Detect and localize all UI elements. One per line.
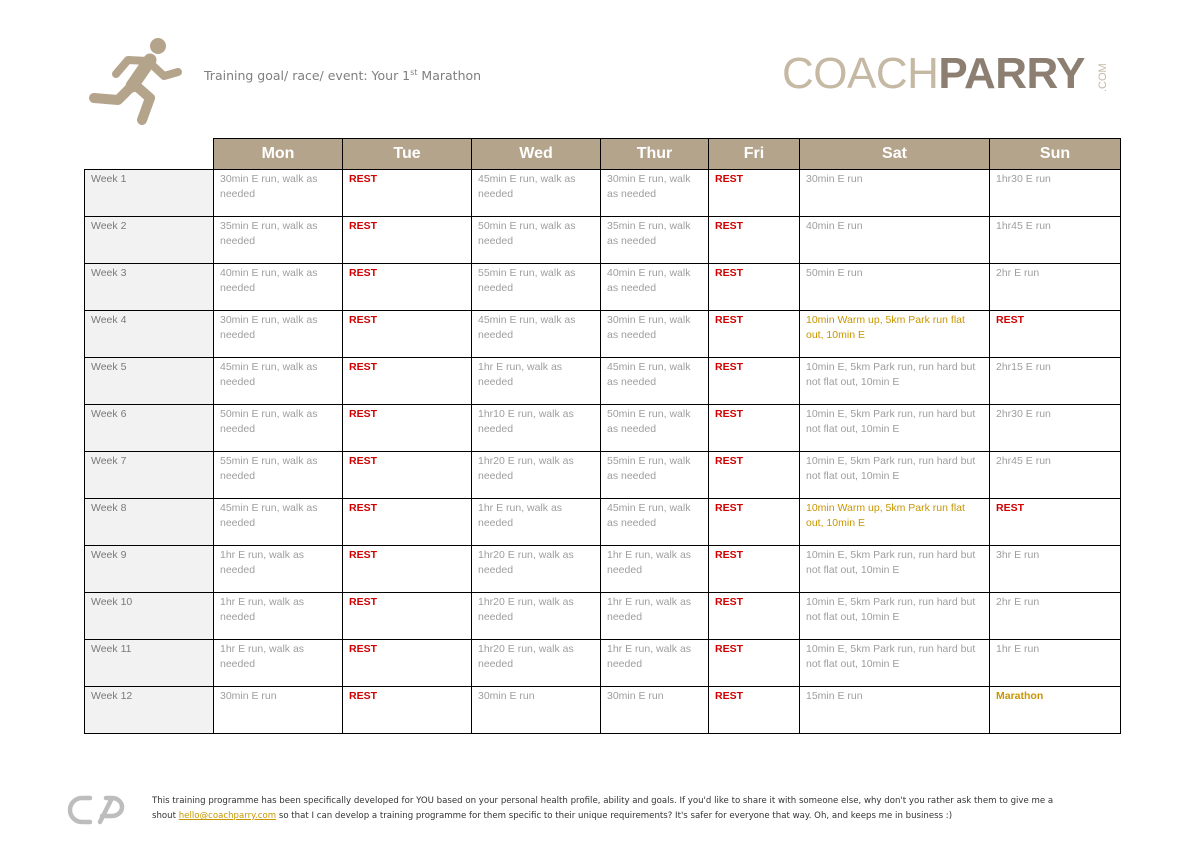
workout-cell-thur: 45min E run, walk as needed <box>601 499 709 546</box>
workout-cell-wed: 1hr20 E run, walk as needed <box>472 593 601 640</box>
workout-cell-sat: 10min Warm up, 5km Park run flat out, 10min E <box>800 311 990 358</box>
coachparry-logo <box>782 46 1122 100</box>
workout-cell-tue: REST <box>343 311 472 358</box>
workout-cell-mon: 30min E run <box>214 687 343 734</box>
workout-cell-thur: 1hr E run, walk as needed <box>601 546 709 593</box>
workout-cell-tue: REST <box>343 264 472 311</box>
goal-superscript: st <box>410 68 418 77</box>
workout-cell-fri: REST <box>709 358 800 405</box>
workout-cell-sat: 30min E run <box>800 170 990 217</box>
workout-cell-tue: REST <box>343 640 472 687</box>
workout-cell-sat: 10min E, 5km Park run, run hard but not flat out, 10min E <box>800 593 990 640</box>
workout-cell-thur: 1hr E run, walk as needed <box>601 593 709 640</box>
logo-parry: PARRY <box>938 49 1086 98</box>
workout-cell-wed: 1hr20 E run, walk as needed <box>472 640 601 687</box>
disclaimer-line-2 <box>152 809 1120 824</box>
week-row <box>85 593 1121 640</box>
workout-cell-thur: 55min E run, walk as needed <box>601 452 709 499</box>
workout-cell-fri: REST <box>709 264 800 311</box>
week-label: Week 1 <box>85 170 214 217</box>
workout-cell-wed: 45min E run, walk as needed <box>472 311 601 358</box>
workout-cell-sat: 10min E, 5km Park run, run hard but not flat out, 10min E <box>800 640 990 687</box>
workout-cell-wed: 1hr E run, walk as needed <box>472 358 601 405</box>
workout-cell-tue: REST <box>343 452 472 499</box>
workout-cell-sun: 1hr30 E run <box>990 170 1121 217</box>
week-label: Week 10 <box>85 593 214 640</box>
day-header: Thur <box>601 139 709 170</box>
workout-cell-mon: 55min E run, walk as needed <box>214 452 343 499</box>
workout-cell-fri: REST <box>709 452 800 499</box>
week-row <box>85 452 1121 499</box>
workout-cell-thur: 1hr E run, walk as needed <box>601 640 709 687</box>
workout-cell-sun: 2hr15 E run <box>990 358 1121 405</box>
goal-suffix: Marathon <box>417 68 482 84</box>
workout-cell-tue: REST <box>343 358 472 405</box>
workout-cell-wed: 50min E run, walk as needed <box>472 217 601 264</box>
goal-prefix: Training goal/ race/ event: Your 1 <box>204 68 411 84</box>
runner-icon <box>88 34 188 126</box>
workout-cell-mon: 45min E run, walk as needed <box>214 499 343 546</box>
workout-cell-wed: 1hr E run, walk as needed <box>472 499 601 546</box>
workout-cell-tue: REST <box>343 593 472 640</box>
workout-cell-sat: 10min E, 5km Park run, run hard but not flat out, 10min E <box>800 358 990 405</box>
week-label: Week 8 <box>85 499 214 546</box>
day-header: Wed <box>472 139 601 170</box>
week-row <box>85 311 1121 358</box>
workout-cell-sat: 15min E run <box>800 687 990 734</box>
logo-coach: COACH <box>782 49 939 98</box>
workout-cell-tue: REST <box>343 546 472 593</box>
week-label: Week 6 <box>85 405 214 452</box>
day-header: Mon <box>214 139 343 170</box>
day-header: Sun <box>990 139 1121 170</box>
training-plan-table <box>84 138 1121 734</box>
workout-cell-fri: REST <box>709 217 800 264</box>
workout-cell-sat: 40min E run <box>800 217 990 264</box>
workout-cell-mon: 50min E run, walk as needed <box>214 405 343 452</box>
workout-cell-wed: 1hr20 E run, walk as needed <box>472 546 601 593</box>
workout-cell-mon: 1hr E run, walk as needed <box>214 546 343 593</box>
workout-cell-mon: 1hr E run, walk as needed <box>214 593 343 640</box>
week-label: Week 3 <box>85 264 214 311</box>
week-row <box>85 640 1121 687</box>
workout-cell-mon: 35min E run, walk as needed <box>214 217 343 264</box>
svg-text:COACHPARRY <box>782 49 1085 98</box>
workout-cell-sat: 10min E, 5km Park run, run hard but not flat out, 10min E <box>800 452 990 499</box>
week-label: Week 12 <box>85 687 214 734</box>
workout-cell-mon: 30min E run, walk as needed <box>214 170 343 217</box>
week-label: Week 4 <box>85 311 214 358</box>
workout-cell-thur: 45min E run, walk as needed <box>601 358 709 405</box>
week-label: Week 9 <box>85 546 214 593</box>
week-row <box>85 687 1121 734</box>
workout-cell-tue: REST <box>343 687 472 734</box>
workout-cell-fri: REST <box>709 499 800 546</box>
logo-dotcom: .COM <box>1097 63 1109 92</box>
training-goal <box>204 68 481 83</box>
week-row <box>85 405 1121 452</box>
workout-cell-mon: 40min E run, walk as needed <box>214 264 343 311</box>
workout-cell-fri: REST <box>709 593 800 640</box>
workout-cell-mon: 45min E run, walk as needed <box>214 358 343 405</box>
week-row <box>85 217 1121 264</box>
workout-cell-sun: 2hr E run <box>990 264 1121 311</box>
disclaimer-line-2-end: so that I can develop a training programme for them specific to their unique requirements? It's safer for everyone that way. Oh, and keeps me in business :) <box>276 811 953 821</box>
workout-cell-fri: REST <box>709 311 800 358</box>
workout-cell-fri: REST <box>709 405 800 452</box>
week-row <box>85 546 1121 593</box>
day-header: Sat <box>800 139 990 170</box>
workout-cell-thur: 30min E run, walk as needed <box>601 311 709 358</box>
workout-cell-wed: 55min E run, walk as needed <box>472 264 601 311</box>
disclaimer-line-1: This training programme has been specifically developed for YOU based on your personal health profile, ability and goals. If you'd like to share it with someone else, why don't you rather ask them to give me a <box>152 796 1054 806</box>
workout-cell-sun: Marathon <box>990 687 1121 734</box>
workout-cell-sun: 1hr45 E run <box>990 217 1121 264</box>
workout-cell-mon: 1hr E run, walk as needed <box>214 640 343 687</box>
workout-cell-sun: 2hr45 E run <box>990 452 1121 499</box>
workout-cell-tue: REST <box>343 217 472 264</box>
workout-cell-fri: REST <box>709 687 800 734</box>
workout-cell-sat: 10min Warm up, 5km Park run flat out, 10min E <box>800 499 990 546</box>
corner-cell <box>85 139 214 170</box>
week-row <box>85 499 1121 546</box>
workout-cell-fri: REST <box>709 640 800 687</box>
workout-cell-wed: 1hr10 E run, walk as needed <box>472 405 601 452</box>
disclaimer-line-2-start: shout <box>152 811 179 821</box>
workout-cell-sun: REST <box>990 499 1121 546</box>
week-row <box>85 170 1121 217</box>
workout-cell-wed: 1hr20 E run, walk as needed <box>472 452 601 499</box>
day-header: Fri <box>709 139 800 170</box>
workout-cell-tue: REST <box>343 405 472 452</box>
workout-cell-wed: 30min E run <box>472 687 601 734</box>
day-header-row <box>85 139 1121 170</box>
workout-cell-sat: 50min E run <box>800 264 990 311</box>
workout-cell-tue: REST <box>343 170 472 217</box>
week-row <box>85 358 1121 405</box>
week-label: Week 2 <box>85 217 214 264</box>
workout-cell-sat: 10min E, 5km Park run, run hard but not flat out, 10min E <box>800 405 990 452</box>
workout-cell-tue: REST <box>343 499 472 546</box>
workout-cell-thur: 35min E run, walk as needed <box>601 217 709 264</box>
workout-cell-sat: 10min E, 5km Park run, run hard but not flat out, 10min E <box>800 546 990 593</box>
week-label: Week 11 <box>85 640 214 687</box>
week-label: Week 7 <box>85 452 214 499</box>
workout-cell-thur: 30min E run <box>601 687 709 734</box>
workout-cell-wed: 45min E run, walk as needed <box>472 170 601 217</box>
workout-cell-fri: REST <box>709 546 800 593</box>
disclaimer-text <box>152 794 1120 824</box>
workout-cell-sun: REST <box>990 311 1121 358</box>
day-header: Tue <box>343 139 472 170</box>
workout-cell-fri: REST <box>709 170 800 217</box>
week-row <box>85 264 1121 311</box>
workout-cell-thur: 30min E run, walk as needed <box>601 170 709 217</box>
workout-cell-sun: 2hr30 E run <box>990 405 1121 452</box>
week-label: Week 5 <box>85 358 214 405</box>
workout-cell-thur: 50min E run, walk as needed <box>601 405 709 452</box>
workout-cell-sun: 3hr E run <box>990 546 1121 593</box>
workout-cell-sun: 1hr E run <box>990 640 1121 687</box>
workout-cell-mon: 30min E run, walk as needed <box>214 311 343 358</box>
workout-cell-thur: 40min E run, walk as needed <box>601 264 709 311</box>
cp-monogram-icon <box>66 792 128 828</box>
workout-cell-sun: 2hr E run <box>990 593 1121 640</box>
email-link[interactable]: hello@coachparry.com <box>178 811 277 821</box>
